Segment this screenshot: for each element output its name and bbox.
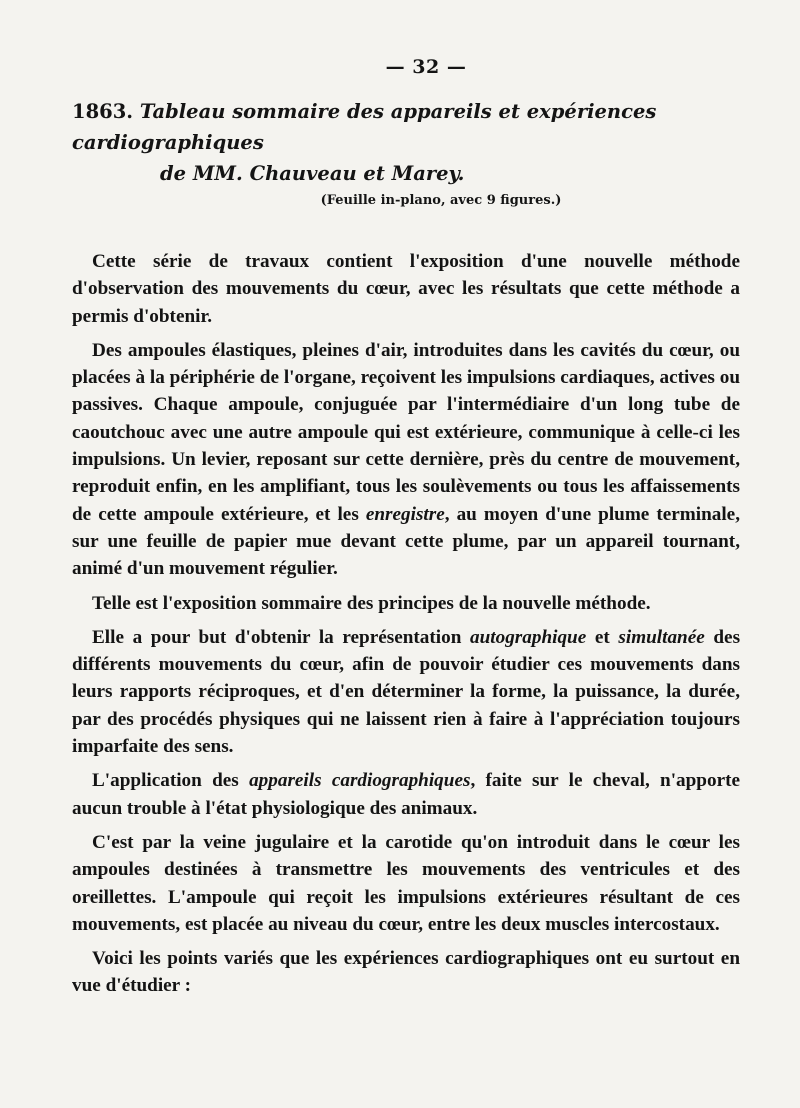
paragraph-1: Cette série de travaux contient l'exposition d'une nouvelle méthode d'observation des mouvements du cœur, avec les résultats que cette méthode a permis d'obtenir. <box>72 251 740 327</box>
paragraph-2-italic: enregistre <box>365 503 445 525</box>
heading-subtitle: (Feuille in-plano, avec 9 figures.) <box>320 193 562 208</box>
paragraph-4-italic-2: simultanée <box>618 626 705 648</box>
paragraph-5-italic: appareils cardiographiques <box>249 770 471 792</box>
page <box>72 56 740 1007</box>
heading-title: Tableau sommaire des appareils et expériences cardiographiques <box>72 100 657 154</box>
paragraph-5 <box>72 767 740 822</box>
paragraph-5-end: , faite sur le cheval, n'apporte aucun trouble à l'état physiologique des animaux. <box>72 770 740 819</box>
paragraph-2 <box>72 337 740 583</box>
paragraph-4-italic-1: autographique <box>470 626 587 648</box>
paragraph-4-end: des différents mouvements du cœur, afin de pouvoir étudier ces mouvements dans leurs rapports réciproques, et d'en déterminer la forme, la puissance, la durée, par des procédés physiques qui ne laissent rien à faire à l'appréciation toujours imparfaite des sens. <box>72 626 741 758</box>
paragraph-7: Voici les points variés que les expériences cardiographiques ont eu surtout en vue d'étudier : <box>72 948 740 997</box>
heading-line-1 <box>72 96 740 158</box>
page-number: — 32 — <box>385 56 467 78</box>
paragraph-2-end: , au moyen d'une plume terminale, sur une feuille de papier mue devant cette plume, par un appareil tournant, animé d'un mouvement régulier. <box>72 503 740 580</box>
paragraph-2-start: Des ampoules élastiques, pleines d'air, introduites dans les cavités du cœur, ou placées à la périphérie de l'organe, reçoivent les impulsions cardiaques, actives ou passives. Chaque ampoule, conjuguée par l'intermédiaire d'un long tube de caoutchouc avec une autre ampoule qui est extérieure, communique à celle-ci les impulsions. Un levier, reposant sur cette dernière, près du centre de mouvement, reproduit enfin, en les amplifiant, tous les soulèvements ou tous les affaissements de cette ampoule extérieure, et les <box>72 339 740 525</box>
paragraph-4 <box>72 624 740 760</box>
paragraph-5-start: L'application des <box>92 770 239 792</box>
paragraph-4-start: Elle a pour but d'obtenir la représentation <box>92 626 462 648</box>
heading-authors: de MM. Chauveau et Marey. <box>160 162 465 185</box>
paragraph-4-mid: et <box>594 626 610 648</box>
heading-year: 1863. <box>72 100 134 123</box>
section-heading <box>72 96 740 189</box>
body-text <box>72 248 740 1000</box>
paragraph-6: C'est par la veine jugulaire et la carotide qu'on introduit dans le cœur les ampoules destinées à transmettre les mouvements des ventricules et des oreillettes. L'ampoule qui reçoit les impulsions extérieures résultant de ces mouvements, est placée au niveau du cœur, entre les deux muscles intercostaux. <box>72 831 740 935</box>
paragraph-3: Telle est l'exposition sommaire des principes de la nouvelle méthode. <box>92 592 651 614</box>
